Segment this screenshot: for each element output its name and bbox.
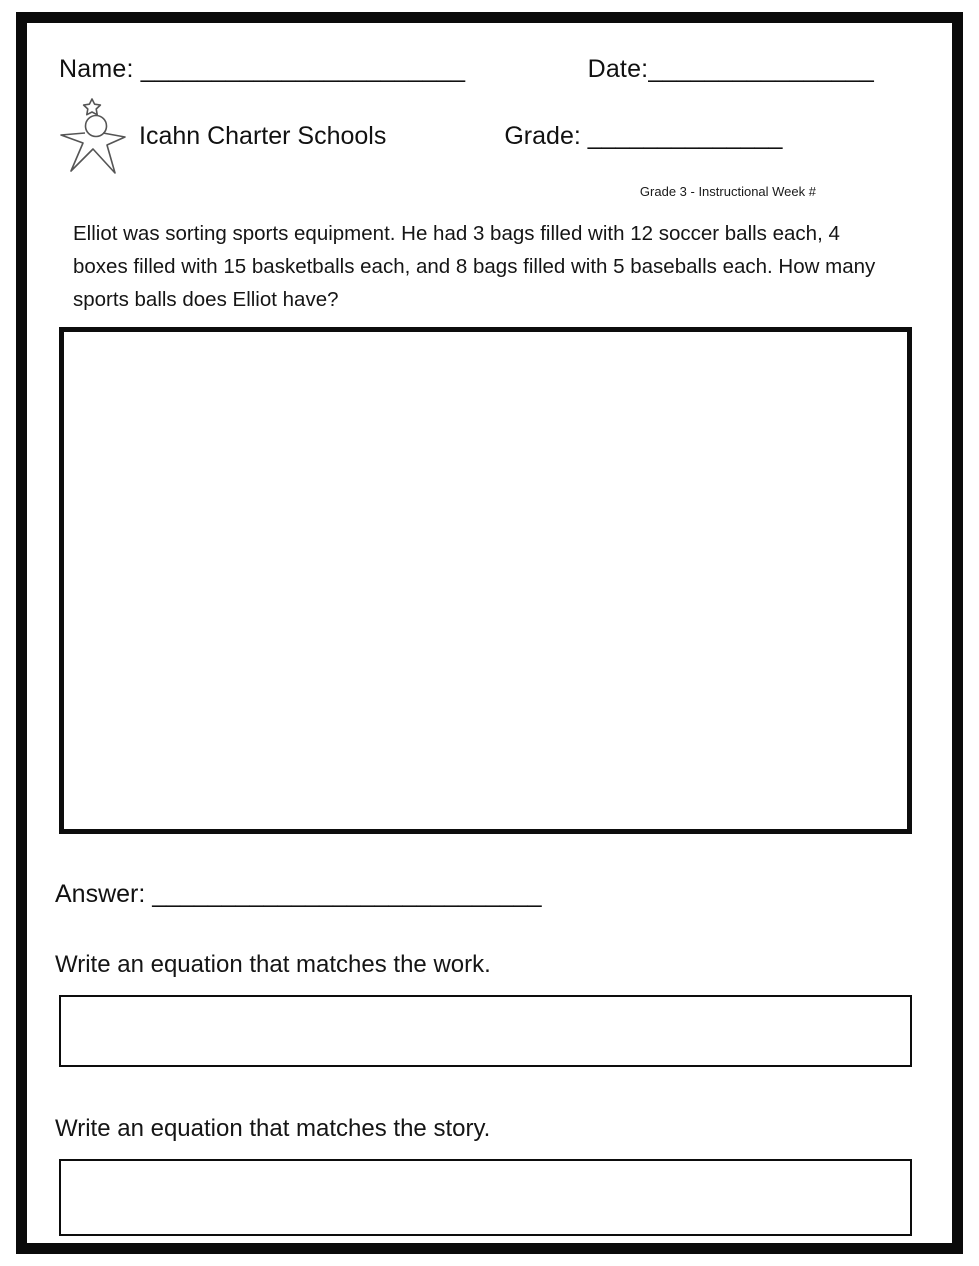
grade-field: [504, 122, 782, 151]
equation-story-box[interactable]: [59, 1159, 912, 1236]
name-label: Name:: [59, 55, 134, 83]
star-student-logo-icon: [55, 90, 133, 182]
grade-label: Grade:: [504, 121, 581, 150]
date-label: Date:: [587, 55, 649, 83]
answer-blank-line[interactable]: ____________________________: [152, 879, 542, 908]
name-blank-line[interactable]: _______________________: [140, 55, 466, 83]
name-field: [59, 55, 465, 84]
word-problem-text: Elliot was sorting sports equipment. He had 3 bags filled with 12 soccer balls each, 4 boxes filled with 15 basketballs each, and 8 bags filled with 5 baseballs each. How many sports balls does Elliot have?: [73, 222, 876, 312]
school-header: [55, 90, 924, 182]
header: [55, 55, 924, 84]
grade-blank-line[interactable]: ______________: [587, 121, 783, 150]
answer-field: [55, 880, 924, 909]
date-field: [588, 55, 874, 84]
equation-story-prompt: Write an equation that matches the story.: [55, 1114, 491, 1142]
date-blank-line[interactable]: ________________: [648, 55, 874, 83]
equation-work-prompt: Write an equation that matches the work.: [55, 950, 491, 978]
instructional-week-note: Grade 3 - Instructional Week #: [639, 184, 816, 199]
student-work-box[interactable]: [59, 327, 912, 834]
school-name: Icahn Charter Schools: [139, 121, 387, 150]
answer-label: Answer:: [55, 879, 146, 908]
worksheet-page: [16, 12, 963, 1254]
equation-work-box[interactable]: [59, 995, 912, 1067]
